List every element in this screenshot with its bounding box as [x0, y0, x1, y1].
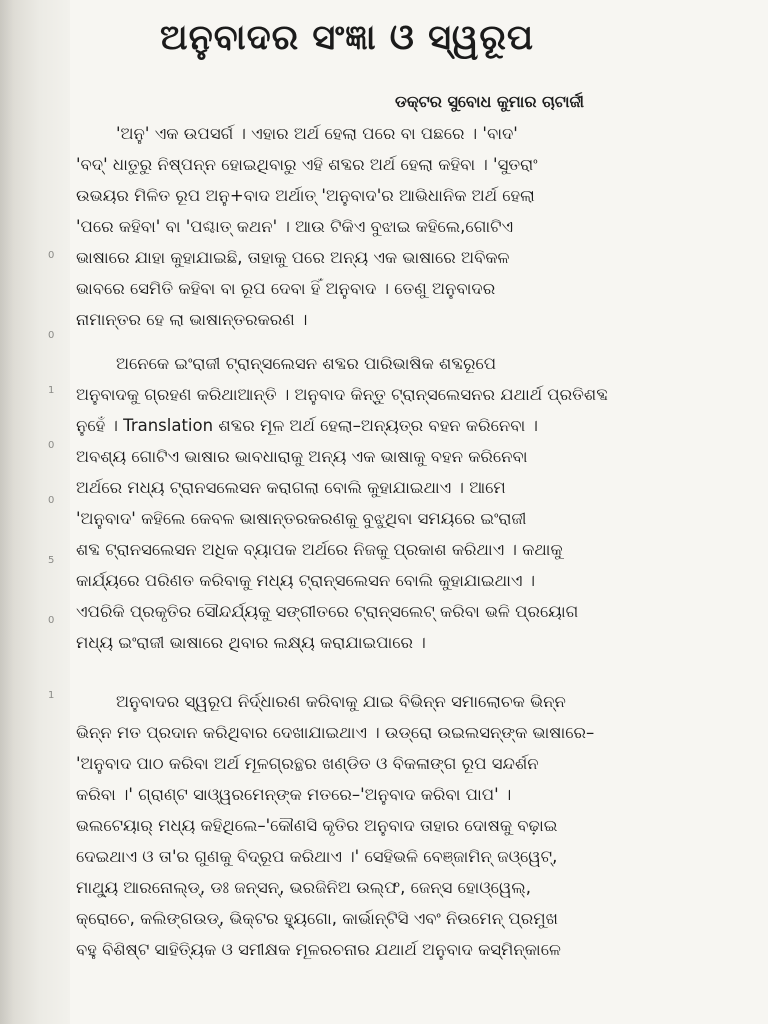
gutter-mark: 1	[48, 690, 55, 701]
paragraph-2	[76, 348, 646, 658]
text-line: 'ଅନୁ' ଏକ ଉପସର୍ଗ । ଏହାର ଅର୍ଥ ହେଲା ପରେ ବା ପଛରେ । 'ବାଦ'	[116, 124, 518, 143]
gutter-mark: 5	[48, 555, 55, 566]
paragraph-1	[76, 118, 646, 335]
text-line: କ୍ରୋଚେ, କଲିଙ୍ଗଉଡ୍, ଭିକ୍ଟର ହ୍ୟୁଗୋ, କାର୍ଭାନ୍ଟିସି ଏବଂ ନିଉମେନ୍ ପ୍ରମୁଖ	[76, 909, 558, 928]
gutter-mark: 0	[48, 250, 55, 261]
text-line: ଉଭୟର ମିଳିତ ରୂପ ଅନୁ+ବାଦ ଅର୍ଥାତ୍ 'ଅନୁବାଦ'ର ଆଭିଧାନିକ ଅର୍ଥ ହେଲା	[76, 186, 535, 205]
author-name: ଡକ୍ଟର ସୁବୋଧ କୁମାର ଚାଟାର୍ଜୀ	[395, 92, 585, 111]
text-line: ଭଲଟେୟାର୍ ମଧ୍ୟ କହିଥିଲେ–'କୌଣସି କୃତିର ଅନୁବାଦ ତାହାର ଦୋଷକୁ ବଢ଼ାଇ	[76, 816, 558, 835]
text-line: ଅନେକେ ଇଂରାଜୀ ଟ୍ରାନ୍ସଲେସନ ଶବ୍ଦର ପାରିଭାଷିକ ଶବ୍ଦରୂପେ	[116, 354, 497, 373]
text-line: ଏପରିକି ପ୍ରକୃତିର ସୌନ୍ଦର୍ଯ୍ୟକୁ ସଙ୍ଗୀତରେ ଟ୍ରାନ୍ସଲେଟ୍ କରିବା ଭଳି ପ୍ରୟୋଗ	[76, 602, 579, 621]
gutter-mark: 1	[48, 385, 55, 396]
gutter-mark: 0	[48, 495, 55, 506]
paragraph-3	[76, 686, 646, 965]
text-line: ଭାବରେ ସେମିତି କହିବା ବା ରୂପ ଦେବା ହିଁ ଅନୁବାଦ । ତେଣୁ ଅନୁବାଦର	[76, 279, 496, 298]
text-line: ଭାଷାରେ ଯାହା କୁହାଯାଇଛି, ତାହାକୁ ପରେ ଅନ୍ୟ ଏକ ଭାଷାରେ ଅବିକଳ	[76, 248, 510, 267]
page-title: ଅନୁବାଦର ସଂଜ୍ଞା ଓ ସ୍ୱରୂପ	[160, 18, 535, 58]
text-line: ଅନୁବାଦକୁ ଗ୍ରହଣ କରିଥାଆନ୍ତି । ଅନୁବାଦ କିନ୍ତୁ ଟ୍ରାନ୍ସଲେସନର ଯଥାର୍ଥ ପ୍ରତିଶବ୍ଦ	[76, 385, 608, 404]
text-line: 'ପରେ କହିବା' ବା 'ପଶ୍ଚାତ୍ କଥନ' । ଆଉ ଟିକିଏ ବୁଝାଇ କହିଲେ,ଗୋଟିଏ	[76, 217, 514, 236]
book-gutter	[0, 0, 70, 1024]
gutter-mark: 0	[48, 615, 55, 626]
text-line: ବହୁ ବିଶିଷ୍ଟ ସାହିତ୍ୟିକ ଓ ସମୀକ୍ଷକ ମୂଳରଚନାର ଯଥାର୍ଥ ଅନୁବାଦ କସ୍ମିନ୍‌କାଳେ	[76, 940, 561, 959]
text-line: 'ଅନୁବାଦ ପାଠ କରିବା ଅର୍ଥ ମୂଳଗ୍ରନ୍ଥର ଖଣ୍ଡିତ ଓ ବିକଳାଙ୍ଗ ରୂପ ସନ୍ଦର୍ଶନ	[76, 754, 539, 773]
text-line: 'ଅନୁବାଦ' କହିଲେ କେବଳ ଭାଷାନ୍ତରକରଣକୁ ବୁଝୁଥିବା ସମୟରେ ଇଂରାଜୀ	[76, 509, 527, 528]
text-line: ନୁହେଁ । Translation ଶବ୍ଦର ମୂଳ ଅର୍ଥ ହେଲା–ଅନ୍ୟତ୍ର ବହନ କରିନେବା ।	[76, 416, 538, 435]
text-line: ଅର୍ଥରେ ମଧ୍ୟ ଟ୍ରାନସଲେସନ କରାଗଲା ବୋଲି କୁହାଯାଇଥାଏ । ଆମେ	[76, 478, 506, 497]
gutter-mark: 0	[48, 440, 55, 451]
text-line: ଶବ୍ଦ ଟ୍ରାନସଲେସନ ଅଧିକ ବ୍ୟାପକ ଅର୍ଥରେ ନିଜକୁ ପ୍ରକାଶ କରିଥାଏ । କଥାକୁ	[76, 540, 563, 559]
text-line: 'ବଦ୍' ଧାତୁରୁ ନିଷ୍ପନ୍ନ ହୋଇଥିବାରୁ ଏହି ଶବ୍ଦର ଅର୍ଥ ହେଲା କହିବା । 'ସୁତରାଂ	[76, 155, 538, 174]
text-line: ଭିନ୍ନ ମତ ପ୍ରଦାନ କରିଥିବାର ଦେଖାଯାଇଥାଏ । ଉଡ୍ରୋ ଉଇଲସନ୍ଙ୍କ ଭାଷାରେ–	[76, 723, 595, 742]
text-line: ନାମାନ୍ତର ହେ ଲା ଭାଷାନ୍ତରକରଣ ।	[76, 310, 308, 329]
text-line: ଦେଇଥାଏ ଓ ତା'ର ଗୁଣକୁ ବିଦ୍ରୂପ କରିଥାଏ ।' ସେହିଭଳି ବେଞ୍ଜାମିନ୍ ଜଓ୍ୱେଟ୍,	[76, 847, 558, 866]
text-line: ଅନୁବାଦର ସ୍ୱରୂପ ନିର୍ଦ୍ଧାରଣ କରିବାକୁ ଯାଇ ବିଭିନ୍ନ ସମାଲୋଚକ ଭିନ୍ନ	[116, 692, 566, 711]
text-line: କାର୍ଯ୍ୟରେ ପରିଣତ କରିବାକୁ ମଧ୍ୟ ଟ୍ରାନ୍ସଲେସନ ବୋଲି କୁହାଯାଇଥାଏ ।	[76, 571, 536, 590]
text-line: ମାଥ୍ୟୁ ଆରନୋଲ୍ଡ୍, ଡଃ ଜନ୍ସନ୍, ଭରଜିନିଅ ଉଲ୍ଫ, ଜେନ୍ସ ହୋଓ୍ୱେଲ୍,	[76, 878, 531, 897]
text-line: ଅବଶ୍ୟ ଗୋଟିଏ ଭାଷାର ଭାବଧାରାକୁ ଅନ୍ୟ ଏକ ଭାଷାକୁ ବହନ କରିନେବା	[76, 447, 528, 466]
text-line: ମଧ୍ୟ ଇଂରାଜୀ ଭାଷାରେ ଥିବାର ଲକ୍ଷ୍ୟ କରାଯାଇପାରେ ।	[76, 633, 426, 652]
text-line: କରିବା ।' ଗ୍ରାଣ୍ଟ ସାଓ୍ୱରମେନ୍ଙ୍କ ମତରେ–'ଅନୁବାଦ କରିବା ପାପ' ।	[76, 785, 512, 804]
gutter-mark: 0	[48, 330, 55, 341]
